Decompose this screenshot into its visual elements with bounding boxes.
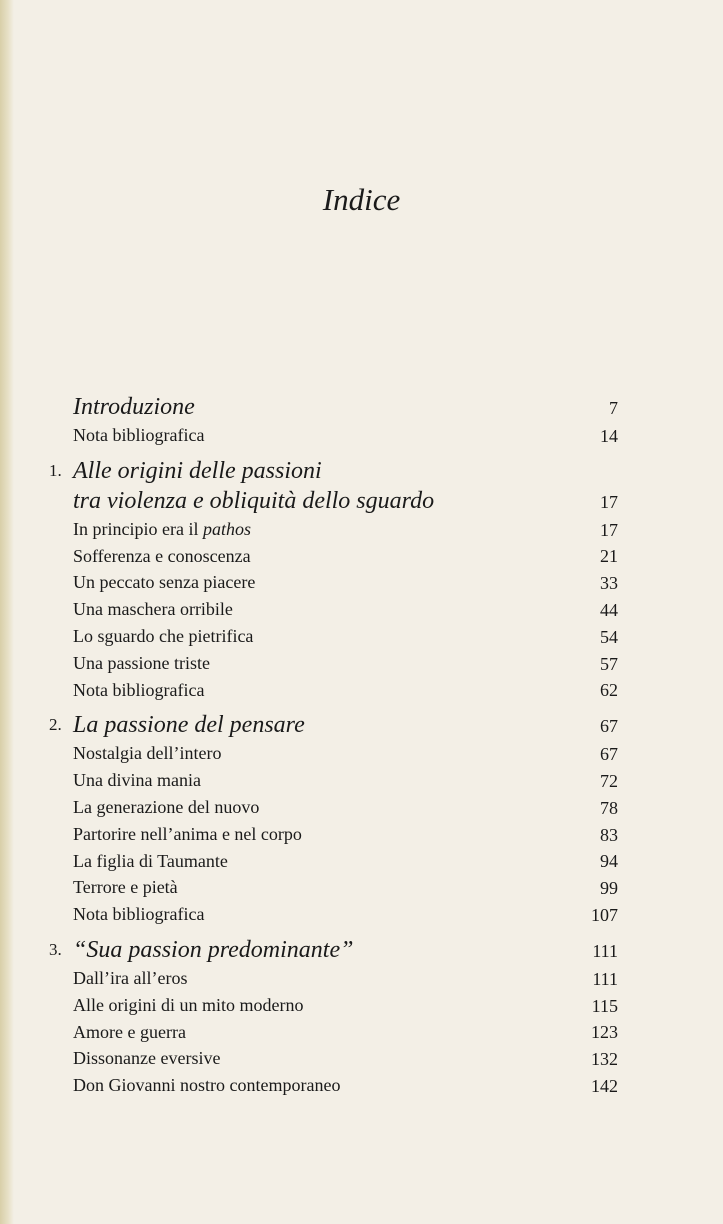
entry-title: Nota bibliografica [73, 904, 205, 925]
page-number: 132 [591, 1049, 618, 1070]
page-number: 33 [600, 573, 618, 594]
toc-entry [73, 1072, 618, 1099]
entry-title: Una passione triste [73, 652, 210, 673]
page-number: 17 [600, 519, 618, 540]
entry-title: Dissonanze eversive [73, 1048, 221, 1069]
page-number: 67 [600, 744, 618, 765]
toc-entry [73, 767, 618, 794]
toc-chapter [73, 392, 618, 422]
chapter-number: 1. [49, 460, 62, 480]
entry-title: Terrore e pietà [73, 877, 178, 898]
page-number: 21 [600, 546, 618, 567]
chapter-title-line: Alle origini delle passioni [73, 457, 322, 484]
toc-entry [73, 650, 618, 677]
page-number: 17 [600, 491, 618, 512]
chapter-title-line: tra violenza e obliquità dello sguardo [73, 487, 435, 514]
toc-entry [73, 516, 618, 543]
toc-chapter [49, 456, 618, 516]
page-number: 54 [600, 626, 618, 647]
page-number: 72 [600, 770, 618, 791]
entry-title: Lo sguardo che pietrifica [73, 625, 254, 646]
chapter-title [73, 392, 195, 422]
entry-title: Nota bibliografica [73, 679, 205, 700]
page-number: 99 [600, 878, 618, 899]
page-number: 7 [609, 398, 618, 418]
chapter-title-line: Introduzione [73, 394, 195, 420]
toc-entry [73, 569, 618, 596]
chapter-title [73, 935, 353, 965]
entry-title: Sofferenza e conoscenza [73, 545, 251, 566]
chapter-title [73, 456, 434, 516]
chapter-title-line: La passione del pensare [73, 712, 305, 739]
table-of-contents [49, 392, 618, 1099]
toc-entry [73, 1019, 618, 1046]
entry-title-italic: pathos [202, 518, 251, 539]
toc-chapter [49, 710, 618, 740]
entry-title: Dall’ira all’eros [73, 967, 188, 988]
toc-entry [73, 965, 618, 992]
toc-entry [73, 874, 618, 901]
page-number: 83 [600, 824, 618, 845]
page-number: 14 [600, 425, 618, 446]
page-number: 107 [591, 904, 618, 925]
toc-entry [73, 901, 618, 928]
page-number: 62 [600, 680, 618, 701]
toc-entry [73, 1045, 618, 1072]
page-number: 67 [600, 716, 618, 737]
entry-title: Nota bibliografica [73, 425, 205, 445]
chapter-number: 2. [49, 715, 62, 735]
entry-title: Partorire nell’anima e nel corpo [73, 823, 302, 844]
toc-entry [73, 821, 618, 848]
entry-title: Nostalgia dell’intero [73, 743, 222, 764]
entry-title: Don Giovanni nostro contemporaneo [73, 1075, 341, 1096]
chapter-number: 3. [49, 939, 62, 959]
toc-entry [73, 992, 618, 1019]
entry-title: Una divina mania [73, 770, 201, 791]
page-number: 115 [591, 995, 618, 1016]
chapter-title-line: “Sua passion predominante” [73, 936, 354, 963]
page-number: 94 [600, 851, 618, 872]
toc-entry [73, 848, 618, 875]
page-number: 57 [600, 653, 618, 674]
toc-entry [73, 422, 618, 449]
page-number: 111 [592, 968, 618, 989]
chapter-title [73, 710, 305, 740]
page-number: 142 [591, 1075, 618, 1096]
entry-title: In principio era il pathos [73, 518, 251, 539]
entry-title: La generazione del nuovo [73, 796, 260, 817]
page-number: 111 [592, 940, 618, 961]
page-number: 44 [600, 599, 618, 620]
toc-entry [73, 596, 618, 623]
toc-entry [73, 794, 618, 821]
toc-chapter [49, 935, 618, 965]
entry-title: Un peccato senza piacere [73, 572, 256, 593]
entry-title: Amore e guerra [73, 1021, 186, 1042]
toc-entry [73, 543, 618, 570]
page-number: 78 [600, 797, 618, 818]
toc-entry [73, 677, 618, 704]
toc-entry [73, 740, 618, 767]
page-title: Indice [322, 182, 401, 217]
entry-title: La figlia di Taumante [73, 850, 228, 871]
entry-title: Una maschera orribile [73, 599, 233, 620]
toc-entry [73, 623, 618, 650]
page-number: 123 [591, 1022, 618, 1043]
entry-title: Alle origini di un mito moderno [73, 994, 304, 1015]
